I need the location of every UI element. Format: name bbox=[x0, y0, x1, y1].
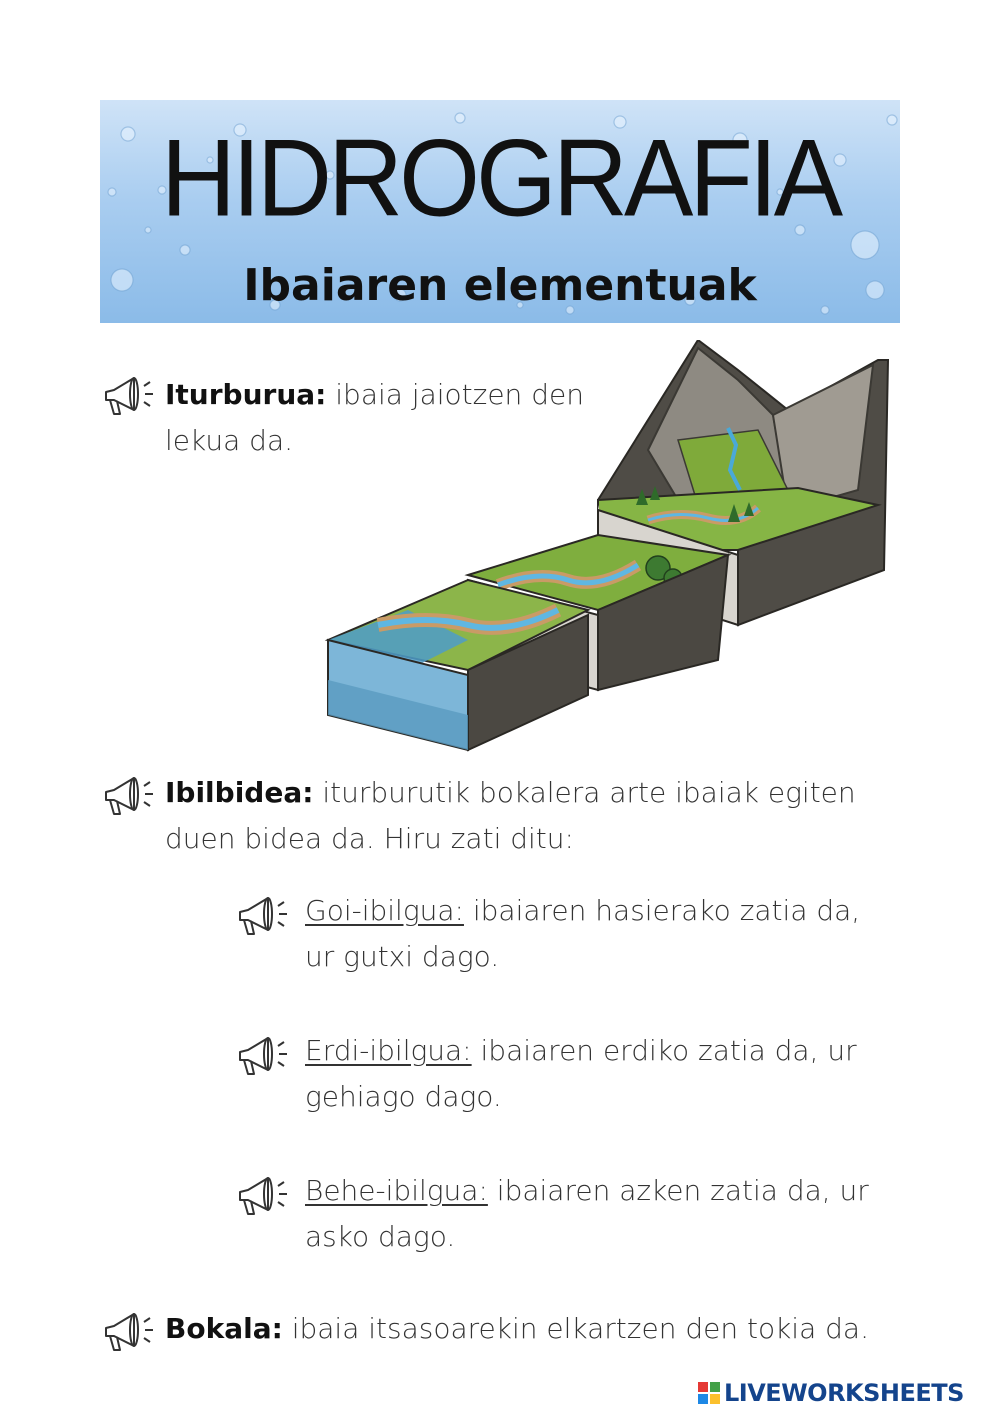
megaphone-icon bbox=[234, 1032, 292, 1082]
brand-name: LIVEWORKSHEETS bbox=[724, 1379, 964, 1407]
item-iturburua: Iturburua: ibaia jaiotzen den lekua da. bbox=[165, 378, 584, 457]
page-subtitle: Ibaiaren elementuak bbox=[243, 260, 757, 311]
item-ibilbidea: Ibilbidea: iturburutik bokalera arte ibaiak egiten duen bidea da. Hiru zati ditu: bbox=[165, 776, 856, 855]
megaphone-icon bbox=[234, 892, 292, 942]
item-behe-ibilgua: Behe-ibilgua: ibaiaren azken zatia da, ur asko dago. bbox=[305, 1174, 869, 1253]
liveworksheets-icon bbox=[698, 1382, 720, 1404]
item-erdi-ibilgua: Erdi-ibilgua: ibaiaren erdiko zatia da, ur gehiago dago. bbox=[305, 1034, 857, 1113]
liveworksheets-logo bbox=[698, 1380, 964, 1406]
item-bokala: Bokala: ibaia itsasoarekin elkartzen den tokia da. bbox=[165, 1312, 869, 1345]
term-iturburua: Iturburua: bbox=[165, 378, 327, 411]
term-bokala: Bokala: bbox=[165, 1312, 283, 1345]
megaphone-icon bbox=[100, 772, 158, 822]
item-goi-ibilgua: Goi-ibilgua: ibaiaren hasierako zatia da, ur gutxi dago. bbox=[305, 894, 861, 973]
megaphone-icon bbox=[100, 1308, 158, 1358]
megaphone-icon bbox=[234, 1172, 292, 1222]
header-banner bbox=[100, 100, 900, 323]
term-behe-ibilgua: Behe-ibilgua: bbox=[305, 1174, 488, 1207]
megaphone-icon bbox=[100, 372, 158, 422]
term-ibilbidea: Ibilbidea: bbox=[165, 776, 314, 809]
term-erdi-ibilgua: Erdi-ibilgua: bbox=[305, 1034, 472, 1067]
term-goi-ibilgua: Goi-ibilgua: bbox=[305, 894, 464, 927]
page-title: HIDROGRAFIA bbox=[160, 118, 840, 240]
